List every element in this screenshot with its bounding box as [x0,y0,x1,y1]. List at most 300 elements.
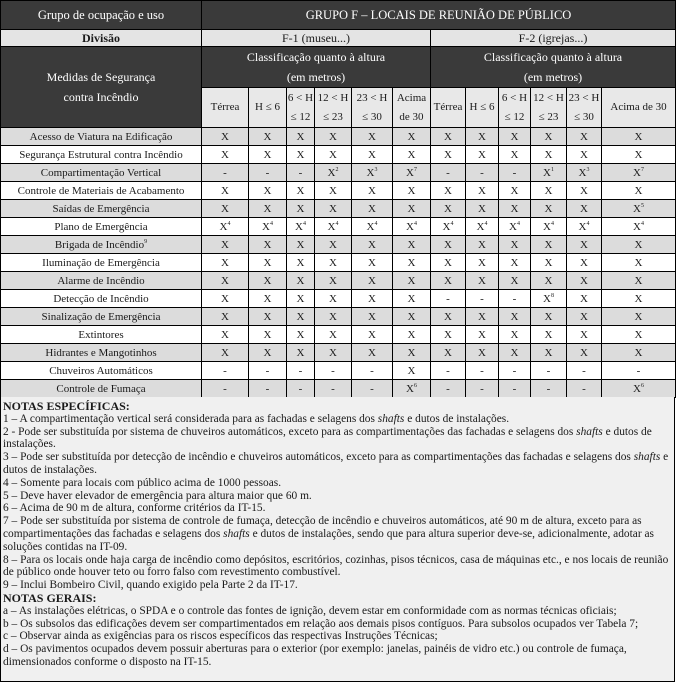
required-cell [287,344,315,362]
cell-value: X [296,148,305,161]
measure-label-text: Detecção de Incêndio [53,292,149,305]
measure-label-text: Acesso de Viatura na Edificação [29,130,173,143]
division-f2: F-2 (igrejas...) [431,30,676,47]
cell-value: X [580,328,588,341]
cell-value: - [480,292,484,305]
measure-label [1,362,202,380]
measure-label-text: Segurança Estrutural contra Incêndio [19,148,183,161]
note-reference: 1 [550,166,554,173]
cell-value: X [544,238,553,251]
required-cell [602,290,676,308]
note-text: e dutos de instalações, sendo que para altura superior deve-se, adicionalmente, adotar as soluções contidas na IT-09. [3,527,654,553]
required-cell [602,344,676,362]
cell-value: - [223,166,227,179]
note-reference: 2 [335,166,339,173]
required-cell [567,254,602,272]
cell-value: X [478,184,486,197]
cell-value: X [368,346,376,359]
cell-value: X [407,130,416,143]
height-column-line1: Acima de 30 [610,101,667,113]
specific-note [3,477,672,490]
cell-value: X [329,274,337,287]
cell-value: X [478,130,486,143]
cell-value: X [510,148,519,161]
cell-value: X [634,310,643,323]
cell-value: X [478,328,486,341]
cell-value: X [634,238,643,251]
note-text: 1 – A compartimentação vertical será considerada para as fachadas e selagens dos [3,412,378,425]
required-cell [352,146,393,164]
table-row [1,308,676,326]
required-cell [567,200,602,218]
height-column-line1: Acima [396,91,427,104]
not-required-cell [466,380,499,398]
note-reference: 4 [374,220,378,227]
required-cell [249,308,287,326]
cell-value: - [546,364,551,377]
required-cell [531,182,567,200]
required-cell [393,326,431,344]
required-cell [466,326,499,344]
note-reference: 5 [640,202,644,209]
required-cell [393,236,431,254]
required-cell [287,182,315,200]
cell-value: X [296,292,305,305]
required-cell [393,290,431,308]
required-cell [602,146,676,164]
measure-label [1,164,202,182]
cell-value: X [444,256,452,269]
table-row [1,164,676,182]
required-cell [602,272,676,290]
required-cell [499,200,531,218]
required-cell [531,146,567,164]
note-text: 6 – Acima de 90 m de altura, conforme critérios da IT-15. [3,502,266,515]
height-column-f2-0 [431,88,466,128]
not-required-cell [287,164,315,182]
required-cell [531,272,567,290]
required-cell [249,182,287,200]
measure-label-text: Alarme de Incêndio [57,274,145,287]
table-row [1,182,676,200]
cell-value: X [296,202,305,215]
table-row [1,362,676,380]
cell-value: X [329,292,337,305]
notes-section [0,397,675,682]
required-cell [393,164,431,182]
not-required-cell [352,362,393,380]
required-cell [202,182,249,200]
required-cell [431,308,466,326]
required-cell [531,344,567,362]
required-cell [499,182,531,200]
measure-label [1,218,202,236]
required-cell [531,308,567,326]
height-column-line1: 6 < H [501,91,528,104]
measure-label [1,380,202,398]
cell-value: X [444,238,452,251]
cell-value: X [327,166,336,179]
required-cell [202,128,249,146]
height-column-line2: ≤ 30 [362,110,382,123]
required-cell [315,290,352,308]
height-column-line2: ≤ 12 [290,110,311,123]
cell-value: X [509,220,517,233]
required-cell [466,254,499,272]
cell-value: X [407,238,416,251]
cell-value: X [329,346,337,359]
height-column-f1-5 [393,88,431,128]
cell-value: X [296,328,305,341]
cell-value: X [544,274,553,287]
not-required-cell [431,290,466,308]
required-cell [499,218,531,236]
cell-value: X [580,256,588,269]
height-column-line2: ≤ 23 [323,110,343,123]
measure-label-text: Chuveiros Automáticos [49,364,153,377]
table-row [1,128,676,146]
height-column-line1: 12 < H [533,91,564,104]
cell-value: X [634,328,643,341]
cell-value: X [329,202,337,215]
required-cell [287,290,315,308]
required-cell [393,254,431,272]
note-reference: 8 [550,292,554,299]
cell-value: X [296,130,305,143]
measure-label [1,272,202,290]
not-required-cell [315,380,352,398]
required-cell [202,272,249,290]
specific-note [3,413,672,426]
height-column-line1: 6 < H [287,91,314,104]
cell-value: - [298,364,303,377]
division-f1: F-1 (museu...) [202,30,431,47]
cell-value: X [221,148,229,161]
cell-value: - [298,382,303,395]
required-cell [531,164,567,182]
required-cell [393,344,431,362]
cell-value: X [368,274,376,287]
required-cell [315,146,352,164]
cell-value: X [580,274,588,287]
required-cell [602,164,676,182]
cell-value: X [219,220,228,233]
note-reference: 3 [586,166,590,173]
measure-label [1,254,202,272]
required-cell [249,128,287,146]
cell-value: X [510,346,519,359]
cell-value: X [262,220,270,233]
cell-value: X [633,202,641,215]
cell-value: - [512,364,517,377]
required-cell [352,344,393,362]
measure-label [1,290,202,308]
cell-value: - [265,166,270,179]
required-cell [352,290,393,308]
cell-value: X [221,346,229,359]
required-cell [202,218,249,236]
cell-value: X [221,130,229,143]
cell-value: X [478,310,486,323]
cell-value: X [544,328,553,341]
cell-value: X [263,274,272,287]
required-cell [567,308,602,326]
note-reference: 7 [640,166,644,173]
cell-value: X [296,346,305,359]
table-row [1,290,676,308]
not-required-cell [431,164,466,182]
required-cell [287,146,315,164]
cell-value: X [221,310,229,323]
cell-value: - [446,364,450,377]
cell-value: X [406,382,414,395]
note-reference: 4 [484,220,488,227]
cell-value: X [295,220,303,233]
measure-label-text: Controle de Fumaça [56,382,146,395]
note-reference: 4 [413,220,417,227]
required-cell [393,218,431,236]
cell-value: X [296,256,305,269]
required-cell [287,200,315,218]
cell-value: X [329,256,337,269]
note-reference: 6 [413,382,417,389]
required-cell [249,344,287,362]
required-cell [315,200,352,218]
required-cell [531,236,567,254]
height-column-line2: ≤ 12 [504,110,525,123]
division-label: Divisão [1,30,202,47]
cell-value: X [329,148,337,161]
cell-value: X [368,238,376,251]
cell-value: X [478,346,486,359]
required-cell [567,344,602,362]
required-cell [499,236,531,254]
required-cell [352,326,393,344]
cell-value: X [634,292,643,305]
cell-value: - [331,382,335,395]
not-required-cell [315,362,352,380]
required-cell [249,218,287,236]
required-cell [499,326,531,344]
required-cell [315,164,352,182]
required-cell [431,344,466,362]
required-cell [393,362,431,380]
table-row [1,146,676,164]
cell-value: X [407,256,416,269]
required-cell [315,254,352,272]
note-reference: 3 [374,166,378,173]
cell-value: X [544,202,553,215]
note-text: 7 – Pode ser substituída por sistema de controle de fumaça, detecção de incêndio e chuveiros automáticos, até 90 m de altura, exceto para as compartimentações das fachadas e selagens dos [3,515,642,540]
height-column-line1: Térrea [433,101,463,113]
not-required-cell [499,290,531,308]
cell-value: X [407,202,416,215]
specific-note [3,502,672,515]
measures-header [1,47,202,128]
required-cell [393,128,431,146]
table-row [1,380,676,398]
cell-value: X [296,184,305,197]
not-required-cell [466,164,499,182]
measure-label [1,236,202,254]
note-text: e dutos de instalações. [3,425,652,451]
specific-note [3,554,672,580]
required-cell [352,200,393,218]
specific-note [3,490,672,503]
required-cell [602,182,676,200]
height-column-line1: 23 < H [356,91,388,104]
cell-value: X [478,148,486,161]
cell-value: X [329,328,337,341]
cell-value: X [634,346,643,359]
required-cell [431,200,466,218]
required-cell [567,218,602,236]
required-cell [466,200,499,218]
note-text: e dutos de instalações. [404,412,510,425]
height-column-line2: de 30 [399,110,424,123]
cell-value: - [265,382,270,395]
cell-value: X [634,256,643,269]
required-cell [567,326,602,344]
cell-value: X [510,328,519,341]
classification-header-f2 [431,47,676,88]
required-cell [249,146,287,164]
cell-value: - [265,364,270,377]
height-column-f2-2 [499,88,531,128]
cell-value: X [633,382,641,395]
required-cell [315,128,352,146]
table-row [1,200,676,218]
required-cell [567,146,602,164]
not-required-cell [499,380,531,398]
required-cell [287,272,315,290]
required-cell [315,218,352,236]
height-column-f1-0 [202,88,249,128]
cell-value: X [580,292,588,305]
cell-value: X [407,184,416,197]
measures-header-line2: contra Incêndio [63,90,139,104]
required-cell [567,128,602,146]
required-cell [431,272,466,290]
height-column-f2-5 [602,88,676,128]
not-required-cell [352,380,393,398]
cell-value: X [406,166,414,179]
cell-value: X [580,202,588,215]
cell-value: X [580,346,588,359]
measure-label-text: Saídas de Emergência [52,202,150,215]
cell-value: X [476,220,485,233]
cell-value: X [543,220,551,233]
cell-value: X [444,346,452,359]
not-required-cell [602,362,676,380]
cell-value: - [370,382,374,395]
required-cell [602,128,676,146]
cell-value: X [478,256,486,269]
required-cell [287,236,315,254]
note-text: 2 - Pode ser substituída por sistema de chuveiros automáticos, exceto para as compartimentações das fachadas e selagens dos [3,425,577,438]
specific-note [3,515,672,553]
cell-value: X [578,166,587,179]
cell-value: - [446,166,450,179]
height-column-f1-4 [352,88,393,128]
table-row [1,254,676,272]
not-required-cell [531,380,567,398]
cell-value: X [366,220,375,233]
height-column-f2-1 [466,88,499,128]
required-cell [249,200,287,218]
cell-value: X [544,130,553,143]
required-cell [352,182,393,200]
cell-value: - [480,382,484,395]
required-cell [531,290,567,308]
not-required-cell [466,362,499,380]
required-cell [567,290,602,308]
general-note: c – Observar ainda as exigências para os riscos específicos das respectivas Instruções Técnicas; [3,630,438,643]
cell-value: X [634,184,643,197]
required-cell [393,146,431,164]
required-cell [499,344,531,362]
cell-value: - [636,364,641,377]
not-required-cell [287,380,315,398]
cell-value: X [444,184,452,197]
required-cell [393,308,431,326]
not-required-cell [531,362,567,380]
note-reference: 4 [450,220,454,227]
measure-label-text: Sinalização de Emergência [41,310,161,323]
required-cell [431,254,466,272]
cell-value: X [634,130,643,143]
cell-value: - [512,166,517,179]
cell-value: X [221,274,229,287]
cell-value: X [263,346,272,359]
note-text: 3 – Pode ser substituída por detecção de incêndio e chuveiros automáticos, exceto para as compartimentações das fachadas e selagens dos [3,451,634,464]
required-cell [202,254,249,272]
cell-value: - [223,382,227,395]
measure-label-text: Controle de Materiais de Acabamento [17,184,185,197]
cell-value: X [544,256,553,269]
cell-value: - [446,382,450,395]
note-reference: 4 [335,220,339,227]
cell-value: X [543,166,551,179]
table-row [1,218,676,236]
cell-value: X [634,274,643,287]
required-cell [315,182,352,200]
required-cell [249,272,287,290]
cell-value: X [578,220,587,233]
cell-value: - [480,364,484,377]
specific-notes-title: NOTAS ESPECÍFICAS: [3,399,130,413]
note-emphasis: shafts [633,451,661,464]
required-cell [466,182,499,200]
required-cell [393,380,431,398]
cell-value: X [510,238,519,251]
cell-value: X [580,184,588,197]
not-required-cell [249,362,287,380]
specific-notes-list [3,413,672,592]
required-cell [315,308,352,326]
required-cell [531,254,567,272]
cell-value: X [633,220,641,233]
cell-value: X [368,202,376,215]
cell-value: X [544,148,553,161]
note-text: 5 – Deve haver elevador de emergência para altura maior que 60 m. [3,489,312,502]
measure-label-text: Hidrantes e Mangotinhos [45,346,157,359]
general-note: d – Os pavimentos ocupados devem possuir aberturas para o exterior (por exemplo: janelas, painéis de vidro etc.) ou controle de fumaça, dimensionados conforme o disposto na IT-15. [3,643,627,668]
cell-value: X [263,310,272,323]
required-cell [287,218,315,236]
measure-label-text: Iluminação de Emergência [42,256,160,269]
required-cell [431,182,466,200]
